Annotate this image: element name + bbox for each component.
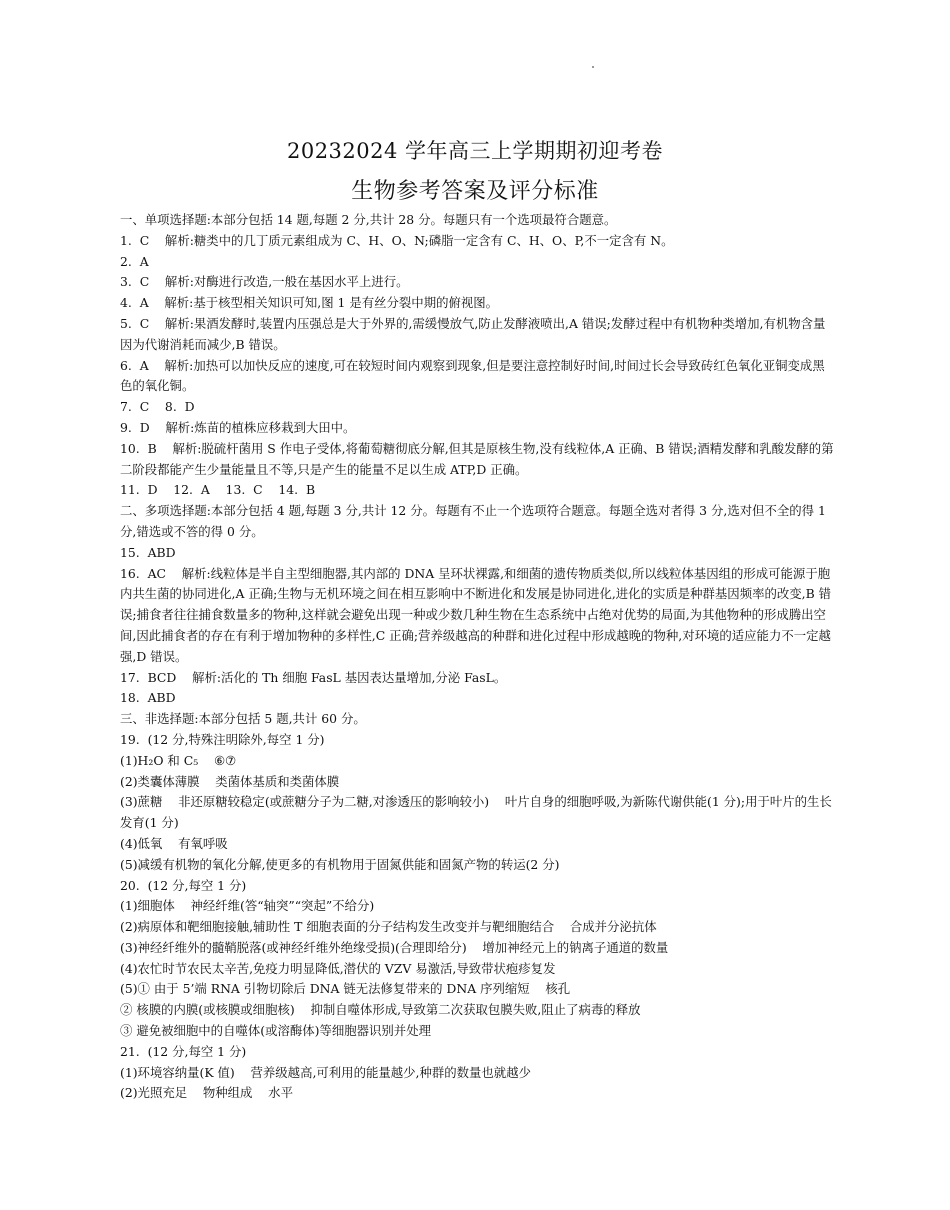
answer-line: ② 核膜的内膜(或核膜或细胞核) 抑制自噬体形成,导致第二次获取包膜失败,阻止了病毒的释放 — [120, 1002, 641, 1018]
answer-line: 18. ABD — [120, 690, 176, 706]
answer-line: ③ 避免被细胞中的自噬体(或溶酶体)等细胞器识别并处理 — [120, 1023, 431, 1039]
answer-line: (4)农忙时节农民太辛苦,免疫力明显降低,潜伏的 VZV 易激活,导致带状疱疹复发 — [120, 960, 556, 976]
answer-line: 2. A — [120, 253, 149, 269]
answer-line: (3)蔗糖 非还原糖较稳定(或蔗糖分子为二糖,对渗透压的影响较小) 叶片自身的细胞呼吸,为新陈代谢供能(1 分);用于叶片的生长发育(1 分) — [120, 794, 832, 831]
answer-line: (2)光照充足 物种组成 水平 — [120, 1085, 293, 1101]
answer-line: 15. ABD — [120, 544, 176, 560]
answer-line: 三、非选择题:本部分包括 5 题,共计 60 分。 — [120, 711, 366, 727]
answer-line: 19. (12 分,特殊注明除外,每空 1 分) — [120, 731, 325, 747]
answer-line: 9. D 解析:炼苗的植株应移栽到大田中。 — [120, 419, 356, 435]
answer-line: 16. AC 解析:线粒体是半自主型细胞器,其内部的 DNA 呈环状裸露,和细菌的遗传物质类似,所以线粒体基因组的形成可能源于胞内共生菌的协同进化,A 正确;生物与无机环境之间在相互影响中不断进化和发展是协同进化,进化的实质是种群基因频率的改变,B 错误;捕食者往往捕食数量多的物种,这样就会避免出现一种或少数几种生物在生态系统中占绝对优势的局面,为其他物种的形成腾出空间,因此捕食者的存在有利于增加物种的多样性,C 正确;营养级越高的种群和进化过程中形成越晚的物种,对环境的适应能力不一定越强,D 错误。 — [120, 565, 832, 664]
answer-line: (2)类囊体薄膜 类菌体基质和类菌体膜 — [120, 773, 340, 789]
answer-line: 5. C 解析:果酒发酵时,装置内压强总是大于外界的,需缓慢放气,防止发酵液喷出,A 错误;发酵过程中有机物种类增加,有机物含量因为代谢消耗而减少,B 错误。 — [120, 315, 826, 352]
answer-line: 1. C 解析:糖类中的几丁质元素组成为 C、H、O、N;磷脂一定含有 C、H、O、P,不一定含有 N。 — [120, 232, 674, 248]
answer-line: 二、多项选择题:本部分包括 4 题,每题 3 分,共计 12 分。每题有不止一个选项符合题意。每题全选对者得 3 分,选对但不全的得 1 分,错选或不答的得 0 分。 — [120, 503, 830, 539]
answer-line: 一、单项选择题:本部分包括 14 题,每题 2 分,共计 28 分。每题只有一个选项最符合题意。 — [120, 212, 617, 227]
answer-line: (1)细胞体 神经纤维(答“轴突”“突起”不给分) — [120, 898, 375, 914]
answer-line: 20. (12 分,每空 1 分) — [120, 877, 247, 893]
answer-line: (5)减缓有机物的氧化分解,使更多的有机物用于固氮供能和固氮产物的转运(2 分) — [120, 856, 560, 872]
answer-line: (4)低氧 有氧呼吸 — [120, 835, 228, 851]
answer-line: 6. A 解析:加热可以加快反应的速度,可在较短时间内观察到现象,但是要注意控制好时间,时间过长会导致砖红色氧化亚铜变成黑色的氧化铜。 — [120, 357, 825, 394]
exam-title: 20232024 学年高三上学期期初迎考卷 — [286, 139, 664, 163]
answer-line: (3)神经纤维外的髓鞘脱落(或神经纤维外绝缘受损)(合理即给分) 增加神经元上的钠离子通道的数量 — [120, 939, 669, 955]
answer-line: (1)环境容纳量(K 值) 营养级越高,可利用的能量越少,种群的数量也就越少 — [120, 1064, 531, 1080]
answer-line: 3. C 解析:对酶进行改造,一般在基因水平上进行。 — [120, 274, 409, 290]
answer-content — [120, 210, 834, 1104]
answer-key-subtitle: 生物参考答案及评分标准 — [351, 179, 599, 204]
answer-line: 7. C 8. D — [120, 399, 195, 415]
answer-line: 4. A 解析:基于核型相关知识可知,图 1 是有丝分裂中期的俯视图。 — [120, 295, 499, 311]
answer-line: 17. BCD 解析:活化的 Th 细胞 FasL 基因表达量增加,分泌 FasL。 — [120, 669, 507, 685]
answer-line: 10. B 解析:脱硫杆菌用 S 作电子受体,将葡萄糖彻底分解,但其是原核生物,没有线粒体,A 正确、B 错误;酒精发酵和乳酸发酵的第二阶段都能产生少量能量且不等,只是产生的能量不足以生成 ATP,D 正确。 — [120, 440, 834, 477]
answer-line: 11. D 12. A 13. C 14. B — [120, 482, 316, 498]
answer-line: (5)① 由于 5’端 RNA 引物切除后 DNA 链无法修复带来的 DNA 序列缩短 核孔 — [120, 981, 571, 997]
answer-line: 21. (12 分,每空 1 分) — [120, 1043, 247, 1059]
answer-line: (1)H₂O 和 C₅ ⑥⑦ — [120, 752, 237, 768]
answer-line: (2)病原体和靶细胞接触,辅助性 T 细胞表面的分子结构发生改变并与靶细胞结合 合成并分泌抗体 — [120, 919, 657, 935]
scan-speck — [592, 66, 594, 68]
